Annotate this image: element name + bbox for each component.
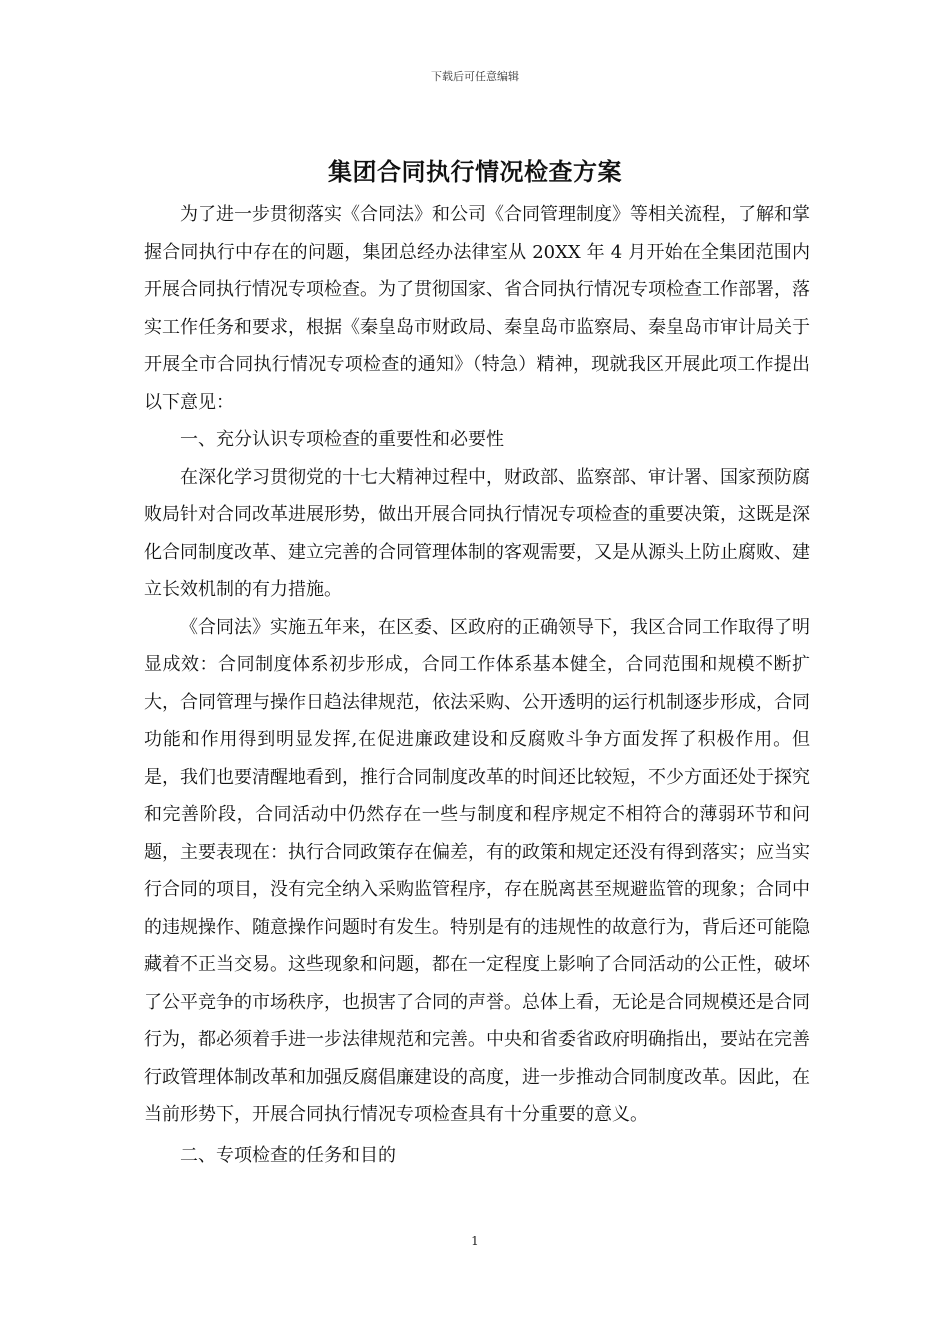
- section-1-paragraph-1: 在深化学习贯彻党的十七大精神过程中，财政部、监察部、审计署、国家预防腐败局针对合同改革进展形势，做出开展合同执行情况专项检查的重要决策，这既是深化合同制度改革、建立完善的合同管理体制的客观需要，又是从源头上防止腐败、建立长效机制的有力措施。: [144, 466, 810, 600]
- document-title: 集团合同执行情况检查方案: [328, 158, 622, 186]
- page-number: 1: [471, 1234, 479, 1248]
- section-2-heading: 二、专项检查的任务和目的: [180, 1144, 396, 1166]
- document-body: [144, 196, 810, 1174]
- intro-paragraph: 为了进一步贯彻落实《合同法》和公司《合同管理制度》等相关流程，了解和掌握合同执行中存在的问题，集团总经办法律室从 20XX 年 4 月开始在全集团范围内开展合同执行情况专项检查。为了贯彻国家、省合同执行情况专项检查工作部署，落实工作任务和要求，根据《秦皇岛市财政局、秦皇岛市监察局、秦皇岛市审计局关于开展全市合同执行情况专项检查的通知》（特急）精神，现就我区开展此项工作提出以下意见：: [144, 204, 810, 413]
- section-1-paragraph-2: 《合同法》实施五年来，在区委、区政府的正确领导下，我区合同工作取得了明显成效：合同制度体系初步形成，合同工作体系基本健全，合同范围和规模不断扩大，合同管理与操作日趋法律规范，依法采购、公开透明的运行机制逐步形成，合同功能和作用得到明显发挥,在促进廉政建设和反腐败斗争方面发挥了积极作用。但是，我们也要清醒地看到，推行合同制度改革的时间还比较短，不少方面还处于探究和完善阶段，合同活动中仍然存在一些与制度和程序规定不相符合的薄弱环节和问题，主要表现在：执行合同政策存在偏差，有的政策和规定还没有得到落实；应当实行合同的项目，没有完全纳入采购监管程序，存在脱离甚至规避监管的现象；合同中的违规操作、随意操作问题时有发生。特别是有的违规性的故意行为，背后还可能隐藏着不正当交易。这些现象和问题，都在一定程度上影响了合同活动的公正性，破坏了公平竞争的市场秩序，也损害了合同的声誉。总体上看，无论是合同规模还是合同行为，都必须着手进一步法律规范和完善。中央和省委省政府明确指出，要站在完善行政管理体制改革和加强反腐倡廉建设的高度，进一步推动合同制度改革。因此，在当前形势下，开展合同执行情况专项检查具有十分重要的意义。: [144, 616, 810, 1125]
- header-note: 下载后可任意编辑: [431, 70, 519, 83]
- section-1-heading: 一、充分认识专项检查的重要性和必要性: [180, 429, 504, 450]
